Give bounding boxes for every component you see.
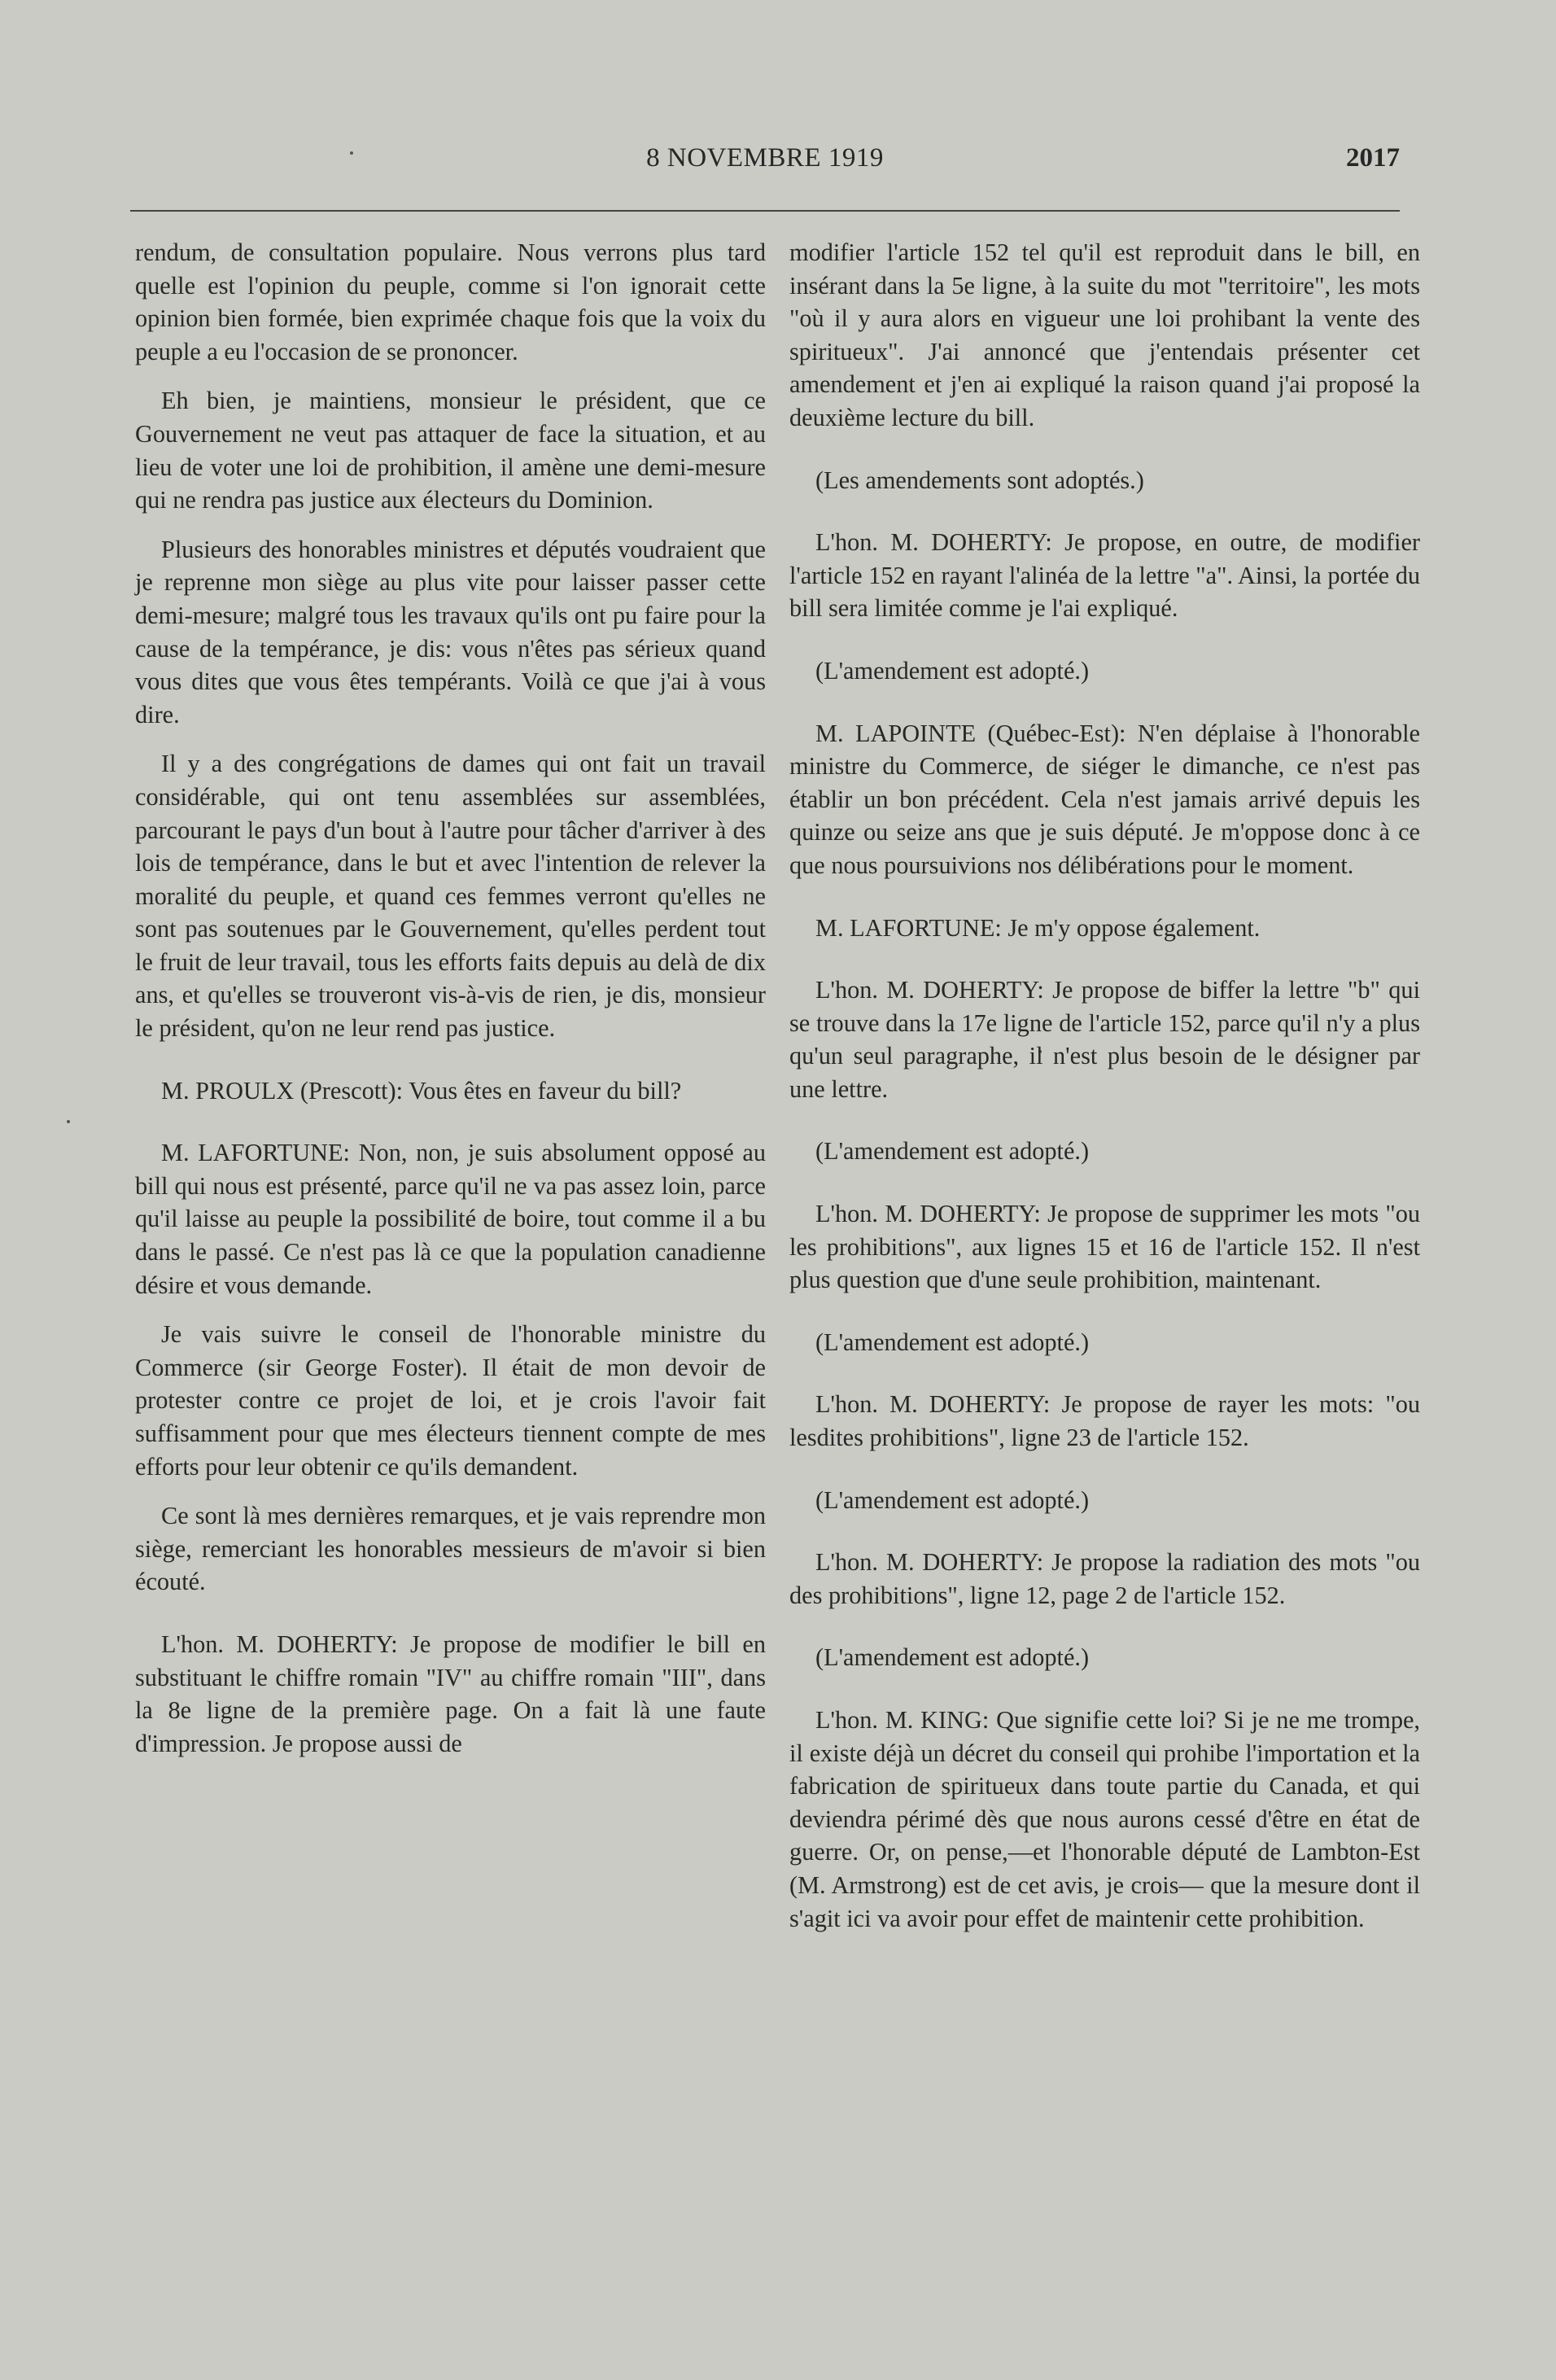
speaker-paragraph: M. PROULX (Prescott): Vous êtes en faveur du bill?: [161, 1076, 682, 1105]
paragraph: modifier l'article 152 tel qu'il est reproduit dans le bill, en insérant dans la 5e ligne, à la suite du mot "territoire", les mots "où il y aura alors en vigueur une loi prohibant la vente des spiritueux". J'ai annoncé que j'entendais présenter cet amendement et j'en ai expliqué la raison quand j'ai proposé la deuxième lecture du bill.: [789, 238, 1420, 431]
header-date: 8 NOVEMBRE 1919: [646, 143, 884, 173]
paragraph: Il y a des congrégations de dames qui ont fait un travail considérable, qui ont tenu assemblées sur assemblées, parcourant le pays d'un bout à l'autre pour tâcher d'arriver à des lois de tempérance, dans le but et avec l'intention de relever la moralité du peuple, et quand ces femmes verront qu'elles ne sont pas soutenues par le Gouvernement, qu'elles perdent tout le fruit de leur travail, tous les efforts faits depuis au delà de dix ans, et qu'elles se trouveront vis-à-vis de rien, je dis, monsieur le président, qu'on ne leur rend pas justice.: [135, 750, 766, 1043]
page-header: [130, 143, 1400, 192]
procedural-note: (L'amendement est adopté.): [815, 1328, 1090, 1356]
procedural-note: (Les amendements sont adoptés.): [815, 466, 1144, 494]
procedural-note: (L'amendement est adopté.): [815, 1643, 1090, 1672]
procedural-note: (L'amendement est adopté.): [815, 656, 1090, 685]
paragraph: Plusieurs des honorables ministres et députés voudraient que je reprenne mon siège au plus vite pour laisser passer cette demi-mesure; malgré tous les travaux qu'ils ont pu faire pour la cause de la tempérance, je dis: vous n'êtes pas sérieux quand vous dites que vous êtes tempérants. Voilà ce que j'ai à vous dire.: [135, 535, 766, 728]
speaker-paragraph: M. LAFORTUNE: Non, non, je suis absolument opposé au bill qui nous est présenté, parce qu'il ne va pas assez loin, parce qu'il laisse au peuple la possibilité de boire, tout comme il a bu dans le passé. Ce n'est pas là ce que la population canadienne désire et vous demande.: [135, 1139, 766, 1299]
speaker-paragraph: L'hon. M. DOHERTY: Je propose de supprimer les mots "ou les prohibitions", aux lignes 15 et 16 de l'article 152. Il n'est plus question que d'une seule prohibition, maintenant.: [789, 1200, 1420, 1294]
paragraph: Eh bien, je maintiens, monsieur le président, que ce Gouvernement ne veut pas attaquer de face la situation, et au lieu de voter une loi de prohibition, il amène une demi-mesure qui ne rendra pas justice aux électeurs du Dominion.: [135, 387, 766, 514]
header-rule: [130, 210, 1400, 212]
paragraph: Je vais suivre le conseil de l'honorable ministre du Commerce (sir George Foster). Il était de mon devoir de protester contre ce projet de loi, et je crois l'avoir fait suffisamment pour que mes électeurs tiennent compte de mes efforts pour leur obtenir ce qu'ils demandent.: [135, 1320, 766, 1481]
speaker-paragraph: L'hon. M. KING: Que signifie cette loi? Si je ne me trompe, il existe déjà un décret du conseil qui prohibe l'importation et la fabrication de spiritueux dans toute partie du Canada, et qui deviendra périmé dès que nous aurons cessé d'être en état de guerre. Or, on pense,—et l'honorable député de Lambton-Est (M. Armstrong) est de cet avis, je crois— que la mesure dont il s'agit ici va avoir pour effet de maintenir cette prohibition.: [789, 1706, 1420, 1932]
paragraph: rendum, de consultation populaire. Nous verrons plus tard quelle est l'opinion du peuple, comme si l'on ignorait cette opinion bien formée, bien exprimée chaque fois que la voix du peuple a eu l'occasion de se prononcer.: [135, 238, 766, 365]
speaker-paragraph: L'hon. M. DOHERTY: Je propose de rayer les mots: "ou lesdites prohibitions", ligne 23 de l'article 152.: [789, 1390, 1420, 1452]
procedural-note: (L'amendement est adopté.): [815, 1137, 1090, 1166]
left-column: [135, 236, 766, 1760]
speaker-paragraph: L'hon. M. DOHERTY: Je propose de biffer la lettre "b" qui se trouve dans la 17e ligne de l'article 152, parce qu'il n'y a plus qu'un seul paragraphe, il n'est plus besoin de le désigner par une lettre.: [789, 976, 1420, 1103]
speaker-paragraph: L'hon. M. DOHERTY: Je propose, en outre, de modifier l'article 152 en rayant l'alinéa de la lettre "a". Ainsi, la portée du bill sera limitée comme je l'ai expliqué.: [789, 528, 1420, 623]
speaker-paragraph: M. LAFORTUNE: Je m'y oppose également.: [815, 913, 1261, 942]
speaker-paragraph: M. LAPOINTE (Québec-Est): N'en déplaise à l'honorable ministre du Commerce, de siéger le dimanche, ce n'est pas établir un bon précédent. Cela n'est jamais arrivé depuis les quinze ou seize ans que je suis député. Je m'oppose donc à ce que nous poursuivions nos délibérations pour le moment.: [789, 719, 1420, 879]
paragraph: Ce sont là mes dernières remarques, et je vais reprendre mon siège, remerciant les honorables messieurs de m'avoir si bien écouté.: [135, 1502, 766, 1596]
right-column: [789, 236, 1420, 1935]
page-number: 2017: [1346, 143, 1400, 173]
print-speck: [67, 1120, 70, 1123]
procedural-note: (L'amendement est adopté.): [815, 1485, 1090, 1514]
speaker-paragraph: L'hon. M. DOHERTY: Je propose la radiation des mots "ou des prohibitions", ligne 12, page 2 de l'article 152.: [789, 1548, 1420, 1609]
print-speck: [350, 151, 353, 155]
speaker-paragraph: L'hon. M. DOHERTY: Je propose de modifier le bill en substituant le chiffre romain "IV" au chiffre romain "III", dans la 8e ligne de la première page. On a fait là une faute d'impression. Je propose aussi de: [135, 1630, 766, 1757]
